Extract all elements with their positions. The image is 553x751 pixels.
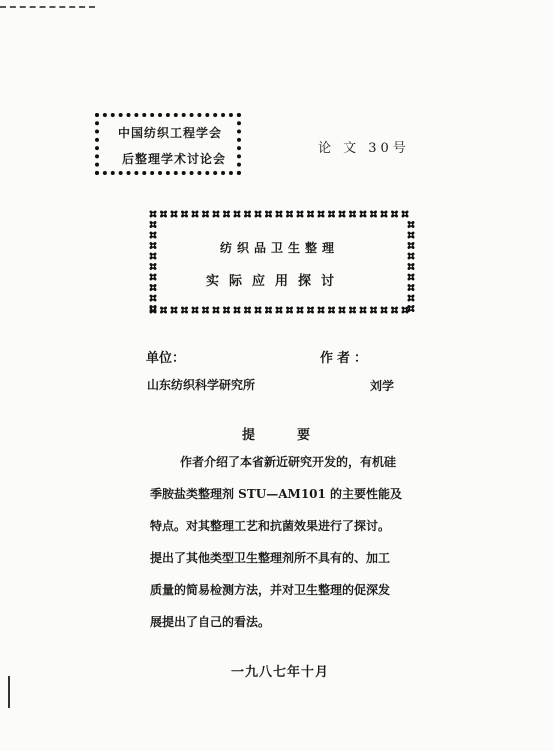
ornament-flower: [233, 306, 241, 314]
ornament-flower: [285, 210, 293, 218]
ornament-flower: [170, 306, 178, 314]
top-edge-dashes: [0, 6, 95, 8]
ornament-flower: [222, 210, 230, 218]
ornament-flower: [180, 210, 188, 218]
abstract-line: 作者介绍了本省新近研究开发的，有机硅: [180, 455, 397, 469]
ornament-flower: [401, 210, 409, 218]
ornament-flower: [317, 306, 325, 314]
ornament-flower: [201, 210, 209, 218]
ornament-flower: [149, 231, 157, 239]
ornament-flower: [149, 252, 157, 260]
ornament-flower: [149, 241, 157, 249]
ornament-flower: [407, 231, 415, 239]
ornament-flower: [254, 306, 262, 314]
ornament-flower: [159, 210, 167, 218]
ornament-flower: [149, 283, 157, 291]
ornament-flower: [338, 306, 346, 314]
ornament-flower: [327, 306, 335, 314]
ornament-flower: [191, 306, 199, 314]
ornament-flower: [348, 306, 356, 314]
title-line-1: 纺织品卫生整理: [220, 241, 340, 255]
title-line-2: 实际应用探讨: [206, 274, 345, 289]
author-value: 刘学: [370, 379, 395, 393]
abstract-heading: 提要: [242, 428, 353, 443]
ornament-flower: [170, 210, 178, 218]
ornament-flower: [380, 306, 388, 314]
abstract-line: 展提出了自己的看法。: [150, 615, 271, 629]
ornament-flower: [296, 210, 304, 218]
abstract-line: 特点。对其整理工艺和抗菌效果进行了探讨。: [150, 519, 391, 533]
ornament-flower: [149, 262, 157, 270]
title-ornamental-frame: [147, 208, 417, 316]
ornament-border: [147, 208, 417, 316]
ornament-flower: [348, 210, 356, 218]
ornament-flower: [407, 283, 415, 291]
conference-line-2: 后整理学术讨论会: [122, 152, 227, 166]
paper-number: 论 文 30号: [318, 141, 410, 156]
ornament-flower: [359, 210, 367, 218]
conference-line-1: 中国纺织工程学会: [118, 126, 223, 140]
ornament-flower: [275, 210, 283, 218]
ornament-flower: [306, 210, 314, 218]
scan-edge-mark: [8, 676, 10, 708]
ornament-flower: [359, 306, 367, 314]
ornament-flower: [233, 210, 241, 218]
ornament-flower: [149, 273, 157, 281]
ornament-flower: [369, 210, 377, 218]
abstract-line: 季胺盐类整理剂 STU—AM101 的主要性能及: [150, 487, 403, 501]
ornament-flower: [380, 210, 388, 218]
ornament-flower: [180, 306, 188, 314]
unit-label: 单位：: [146, 351, 186, 366]
ornament-flower: [149, 294, 157, 302]
ornament-flower: [285, 306, 293, 314]
ornament-flower: [317, 210, 325, 218]
ornament-flower: [327, 210, 335, 218]
ornament-flower: [407, 241, 415, 249]
ornament-flower: [149, 220, 157, 228]
ornament-flower: [222, 306, 230, 314]
abstract-line: 质量的简易检测方法，并对卫生整理的促深发: [150, 583, 391, 597]
ornament-flower: [212, 210, 220, 218]
ornament-flower: [191, 210, 199, 218]
ornament-flower: [201, 306, 209, 314]
unit-value: 山东纺织科学研究所: [147, 378, 256, 392]
ornament-flower: [275, 306, 283, 314]
ornament-flower: [369, 306, 377, 314]
ornament-flower: [407, 252, 415, 260]
ornament-flower: [264, 306, 272, 314]
ornament-flower: [296, 306, 304, 314]
abstract-line: 提出了其他类型卫生整理剂所不具有的、加工: [150, 551, 391, 565]
ornament-flower: [254, 210, 262, 218]
ornament-flower: [407, 273, 415, 281]
ornament-flower: [212, 306, 220, 314]
ornament-flower: [243, 210, 251, 218]
abstract-body: [150, 446, 430, 638]
ornament-flower: [390, 210, 398, 218]
ornament-flower: [338, 210, 346, 218]
ornament-flower: [264, 210, 272, 218]
ornament-flower: [149, 210, 157, 218]
ornament-flower: [159, 306, 167, 314]
date: 一九八七年十月: [231, 665, 330, 680]
ornament-flower: [407, 262, 415, 270]
ornament-flower: [390, 306, 398, 314]
ornament-flower: [407, 220, 415, 228]
ornament-flower: [306, 306, 314, 314]
ornament-flower: [407, 294, 415, 302]
ornament-flower: [243, 306, 251, 314]
author-label: 作者：: [320, 351, 372, 366]
